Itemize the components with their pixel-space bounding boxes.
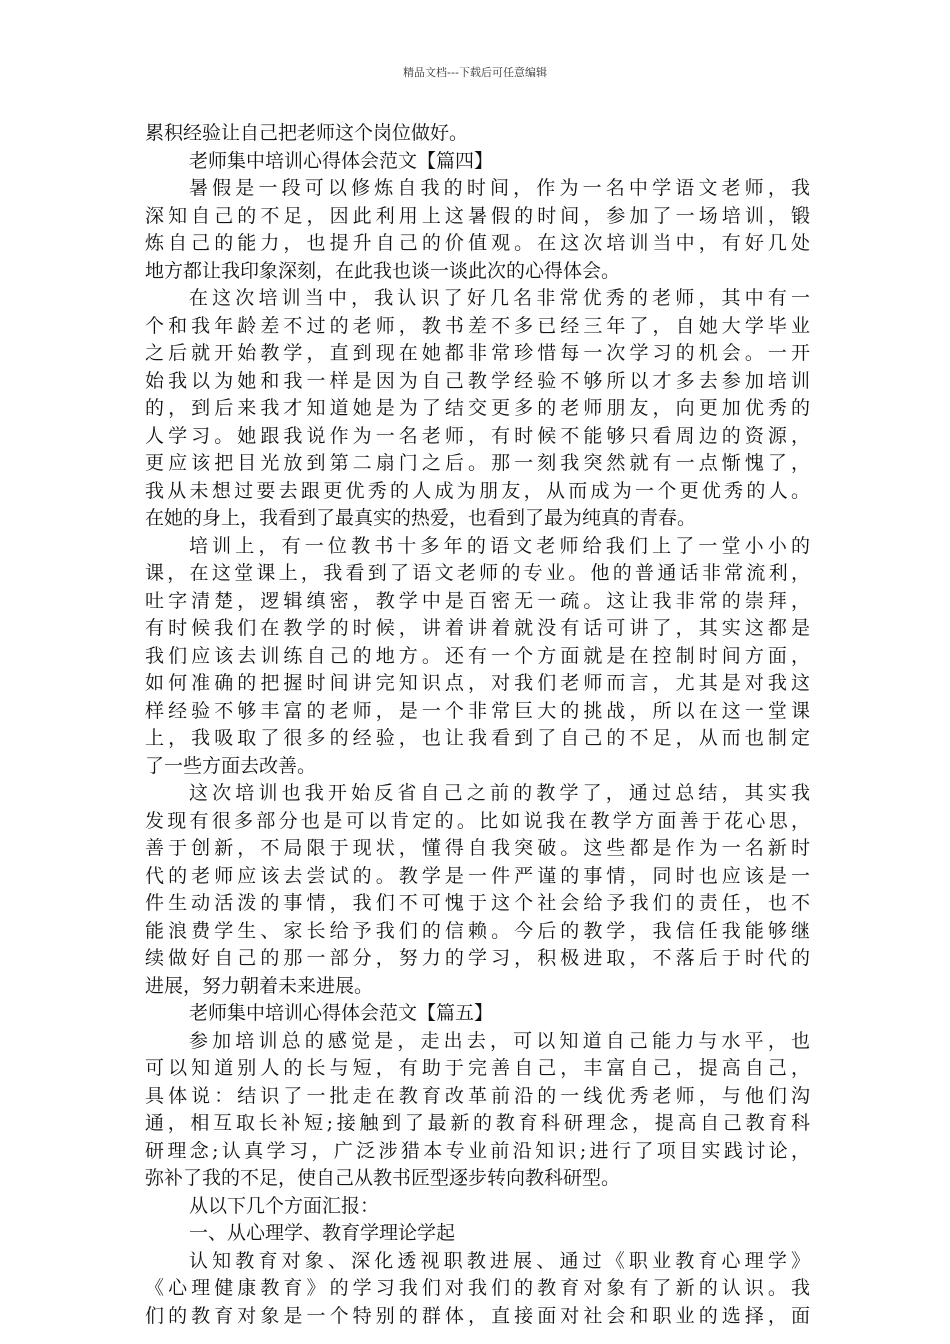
text-line: 这次培训也我开始反省自己之前的教学了，通过总结，其实我 [189,782,810,804]
text-line: 了一些方面去改善。 [145,754,317,777]
text-line: 通，相互取长补短;接触到了最新的教育科研理念，提高自己教育科 [145,1112,810,1134]
text-line: 如何准确的把握时间讲完知识点，对我们老师而言，尤其是对我这 [145,672,810,694]
text-line: 弥补了我的不足，使自己从教书匠型逐步转向教科研型。 [145,1167,621,1189]
text-line: 累积经验让自己把老师这个岗位做好。 [145,122,469,144]
text-line: 我从未想过要去跟更优秀的人成为朋友，从而成为一个更优秀的人。 [145,479,810,502]
text-line: 们的教育对象是一个特别的群体，直接面对社会和职业的选择，面 [145,1304,810,1327]
text-line: 具体说：结识了一批走在教育改革前沿的一线优秀老师，与他们沟 [145,1084,810,1107]
text-line: 始我以为她和我一样是因为自己教学经验不够所以才多去参加培训 [145,369,810,392]
text-line: 在这次培训当中，我认识了好几名非常优秀的老师，其中有一 [189,287,810,309]
text-line: 老师集中培训心得体会范文【篇五】 [189,1002,494,1024]
text-line: 参加培训总的感觉是，走出去，可以知道自己能力与水平，也 [189,1029,810,1052]
text-line: 老师集中培训心得体会范文【篇四】 [189,149,494,172]
text-line: 认知教育对象、深化透视职教进展、通过《职业教育心理学》 [189,1249,810,1272]
text-line: 一、从心理学、教育学理论学起 [189,1222,456,1244]
text-line: 个和我年龄差不过的老师，教书差不多已经三年了，自她大学毕业 [145,314,810,337]
text-line: 培训上，有一位教书十多年的语文老师给我们上了一堂小小的 [189,534,810,557]
text-line: 的，到后来我才知道她是为了结交更多的老师朋友，向更加优秀的 [145,397,810,419]
text-line: 之后就开始教学，直到现在她都非常珍惜每一次学习的机会。一开 [145,342,810,364]
text-line: 续做好自己的那一部分，努力的学习，积极进取，不落后于时代的 [145,947,810,969]
text-line: 吐字清楚，逻辑缜密，教学中是百密无一疏。这让我非常的崇拜， [145,589,810,612]
text-line: 课，在这堂课上，我看到了语文老师的专业。他的普通话非常流利， [145,562,810,584]
document-body [145,120,810,1330]
text-line: 件生动活泼的事情，我们不可愧于这个社会给予我们的责任，也不 [145,892,810,914]
text-line: 在她的身上，我看到了最真实的热爱，也看到了最为纯真的青春。 [145,507,697,529]
text-line: 可以知道别人的长与短，有助于完善自己，丰富自己，提高自己， [145,1057,810,1079]
text-line: 代的老师应该去尝试的。教学是一件严谨的事情，同时也应该是一 [145,864,810,887]
text-line: 研理念;认真学习，广泛涉猎本专业前沿知识;进行了项目实践讨论， [145,1139,810,1162]
text-line: 发现有很多部分也是可以肯定的。比如说我在教学方面善于花心思， [145,809,810,832]
text-line: 深知自己的不足，因此利用上这暑假的时间，参加了一场培训，锻 [145,204,810,227]
text-line: 我们应该去训练自己的地方。还有一个方面就是在控制时间方面， [145,644,810,667]
text-line: 地方都让我印象深刻，在此我也谈一谈此次的心得体会。 [145,259,621,282]
text-line: 善于创新，不局限于现状，懂得自我突破。这些都是作为一名新时 [145,837,810,859]
text-line: 进展，努力朝着未来进展。 [145,974,374,997]
page-header: 精品文档---下载后可任意编辑 [403,66,547,79]
text-line: 更应该把目光放到第二扇门之后。那一刻我突然就有一点惭愧了， [145,452,810,474]
text-line: 炼自己的能力，也提升自己的价值观。在这次培训当中，有好几处 [145,232,810,254]
text-line: 从以下几个方面汇报： [189,1194,380,1217]
text-line: 人学习。她跟我说作为一名老师，有时候不能够只看周边的资源， [145,424,810,447]
text-line: 有时候我们在教学的时候，讲着讲着就没有话可讲了，其实这都是 [145,617,810,639]
text-line: 暑假是一段可以修炼自我的时间，作为一名中学语文老师，我 [189,177,810,199]
text-line: 能浪费学生、家长给予我们的信赖。今后的教学，我信任我能够继 [145,919,810,942]
text-line: 上，我吸取了很多的经验，也让我看到了自己的不足，从而也制定 [145,727,810,749]
text-line: 样经验不够丰富的老师，是一个非常巨大的挑战，所以在这一堂课 [145,699,810,722]
text-line: 《心理健康教育》的学习我们对我们的教育对象有了新的认识。我 [145,1277,810,1299]
